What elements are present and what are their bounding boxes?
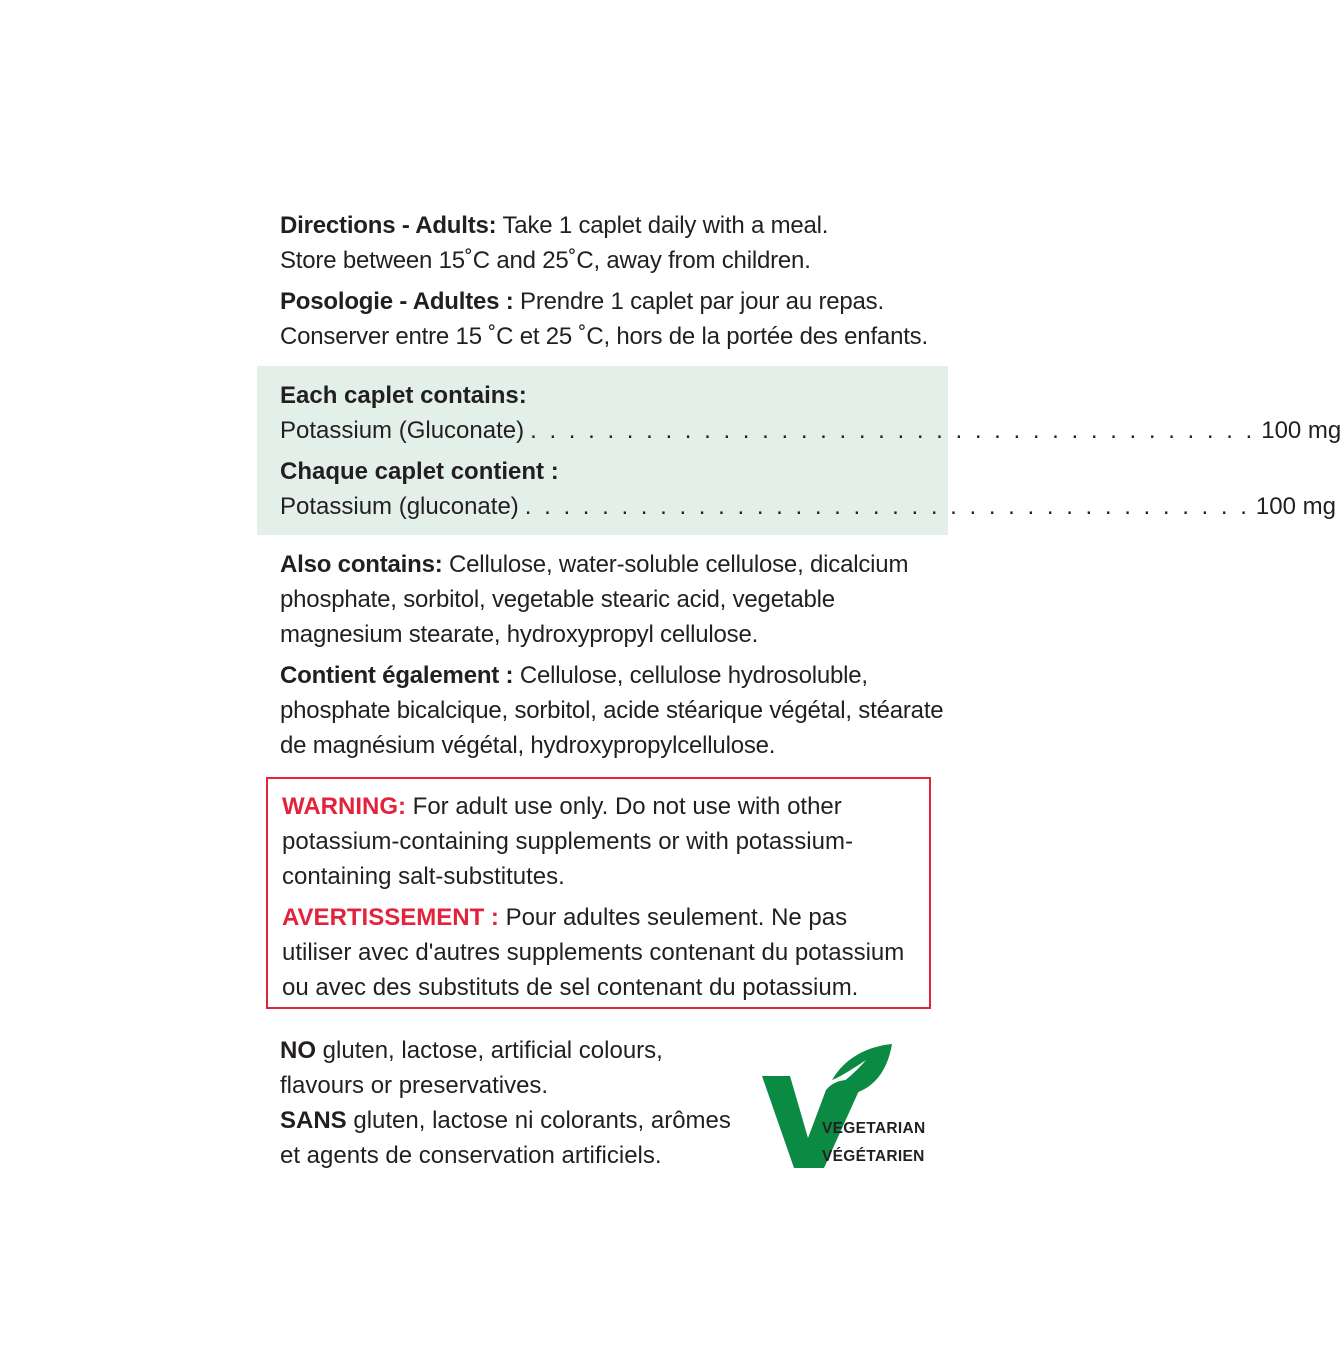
directions-fr-label: Posologie - Adultes : bbox=[280, 288, 514, 315]
free-from-fr bbox=[280, 1103, 750, 1173]
warning-en bbox=[282, 789, 922, 894]
also-contains-fr-text: Cellulose, cellulose hydrosoluble, phosphate bicalcique, sorbitol, acide stéarique végétal, stéarate de magnésium végétal, hydroxypropylcellulose. bbox=[280, 662, 944, 759]
free-from-fr-label: SANS bbox=[280, 1107, 347, 1134]
warning-en-text: For adult use only. Do not use with other potassium-containing supplements or with potassium-containing salt-substitutes. bbox=[282, 793, 853, 890]
free-from-section bbox=[280, 1033, 750, 1173]
warning-en-label: WARNING: bbox=[282, 793, 406, 820]
free-from-en-label: NO bbox=[280, 1037, 316, 1064]
directions-fr bbox=[280, 284, 960, 354]
contents-fr-row bbox=[280, 489, 1336, 524]
contents-list bbox=[280, 378, 1341, 530]
also-contains-en-label: Also contains: bbox=[280, 551, 443, 578]
also-contains-fr bbox=[280, 658, 960, 763]
free-from-en-text: gluten, lactose, artificial colours, flavours or preservatives. bbox=[280, 1037, 663, 1099]
warning-box bbox=[266, 777, 931, 1009]
directions-fr-line2: Conserver entre 15 ˚C et 25 ˚C, hors de la portée des enfants. bbox=[280, 323, 928, 350]
dot-leader: . . . . . . . . . . . . . . . . . . . . . . . . . . . . . . . . . . . . . . bbox=[524, 493, 1250, 520]
also-contains-en bbox=[280, 547, 960, 652]
warning-fr bbox=[282, 900, 922, 1005]
directions-en-line1: Take 1 caplet daily with a meal. bbox=[496, 212, 829, 239]
directions-fr-line1: Prendre 1 caplet par jour au repas. bbox=[513, 288, 884, 315]
directions-en bbox=[280, 208, 960, 278]
dot-leader: . . . . . . . . . . . . . . . . . . . . . . . . . . . . . . . . . . . . . . bbox=[530, 417, 1256, 444]
also-contains-en-text: Cellulose, water-soluble cellulose, dicalcium phosphate, sorbitol, vegetable stearic acid, vegetable magnesium stearate, hydroxypropyl cellulose. bbox=[280, 551, 909, 648]
warning-text bbox=[282, 789, 922, 1005]
also-contains-section bbox=[280, 547, 960, 763]
directions-en-line2: Store between 15˚C and 25˚C, away from children. bbox=[280, 247, 811, 274]
vegetarian-fr-text: VÉGÉTARIEN bbox=[822, 1148, 925, 1165]
warning-fr-label: AVERTISSEMENT : bbox=[282, 904, 499, 931]
directions-section bbox=[280, 208, 960, 354]
contents-fr-ingredient: Potassium (gluconate) bbox=[280, 493, 519, 520]
contents-en-row bbox=[280, 413, 1341, 448]
free-from-en bbox=[280, 1033, 750, 1103]
contents-en-ingredient: Potassium (Gluconate) bbox=[280, 417, 525, 444]
vegetarian-en-text: VEGETARIAN bbox=[822, 1120, 926, 1137]
vegetarian-logo bbox=[760, 1038, 950, 1173]
also-contains-fr-label: Contient également : bbox=[280, 662, 514, 689]
contents-fr-heading: Chaque caplet contient : bbox=[280, 458, 559, 485]
contents-en-amount: 100 mg bbox=[1261, 417, 1341, 444]
warning-fr-text: Pour adultes seulement. Ne pas utiliser avec d'autres supplements contenant du potassium ou avec des substituts de sel contenant du potassium. bbox=[282, 904, 905, 1001]
directions-en-label: Directions - Adults: bbox=[280, 212, 497, 239]
contents-en-heading: Each caplet contains: bbox=[280, 382, 527, 409]
free-from-fr-text: gluten, lactose ni colorants, arômes et agents de conservation artificiels. bbox=[280, 1107, 731, 1169]
contents-panel bbox=[257, 366, 1341, 535]
contents-fr-amount: 100 mg bbox=[1255, 493, 1336, 520]
